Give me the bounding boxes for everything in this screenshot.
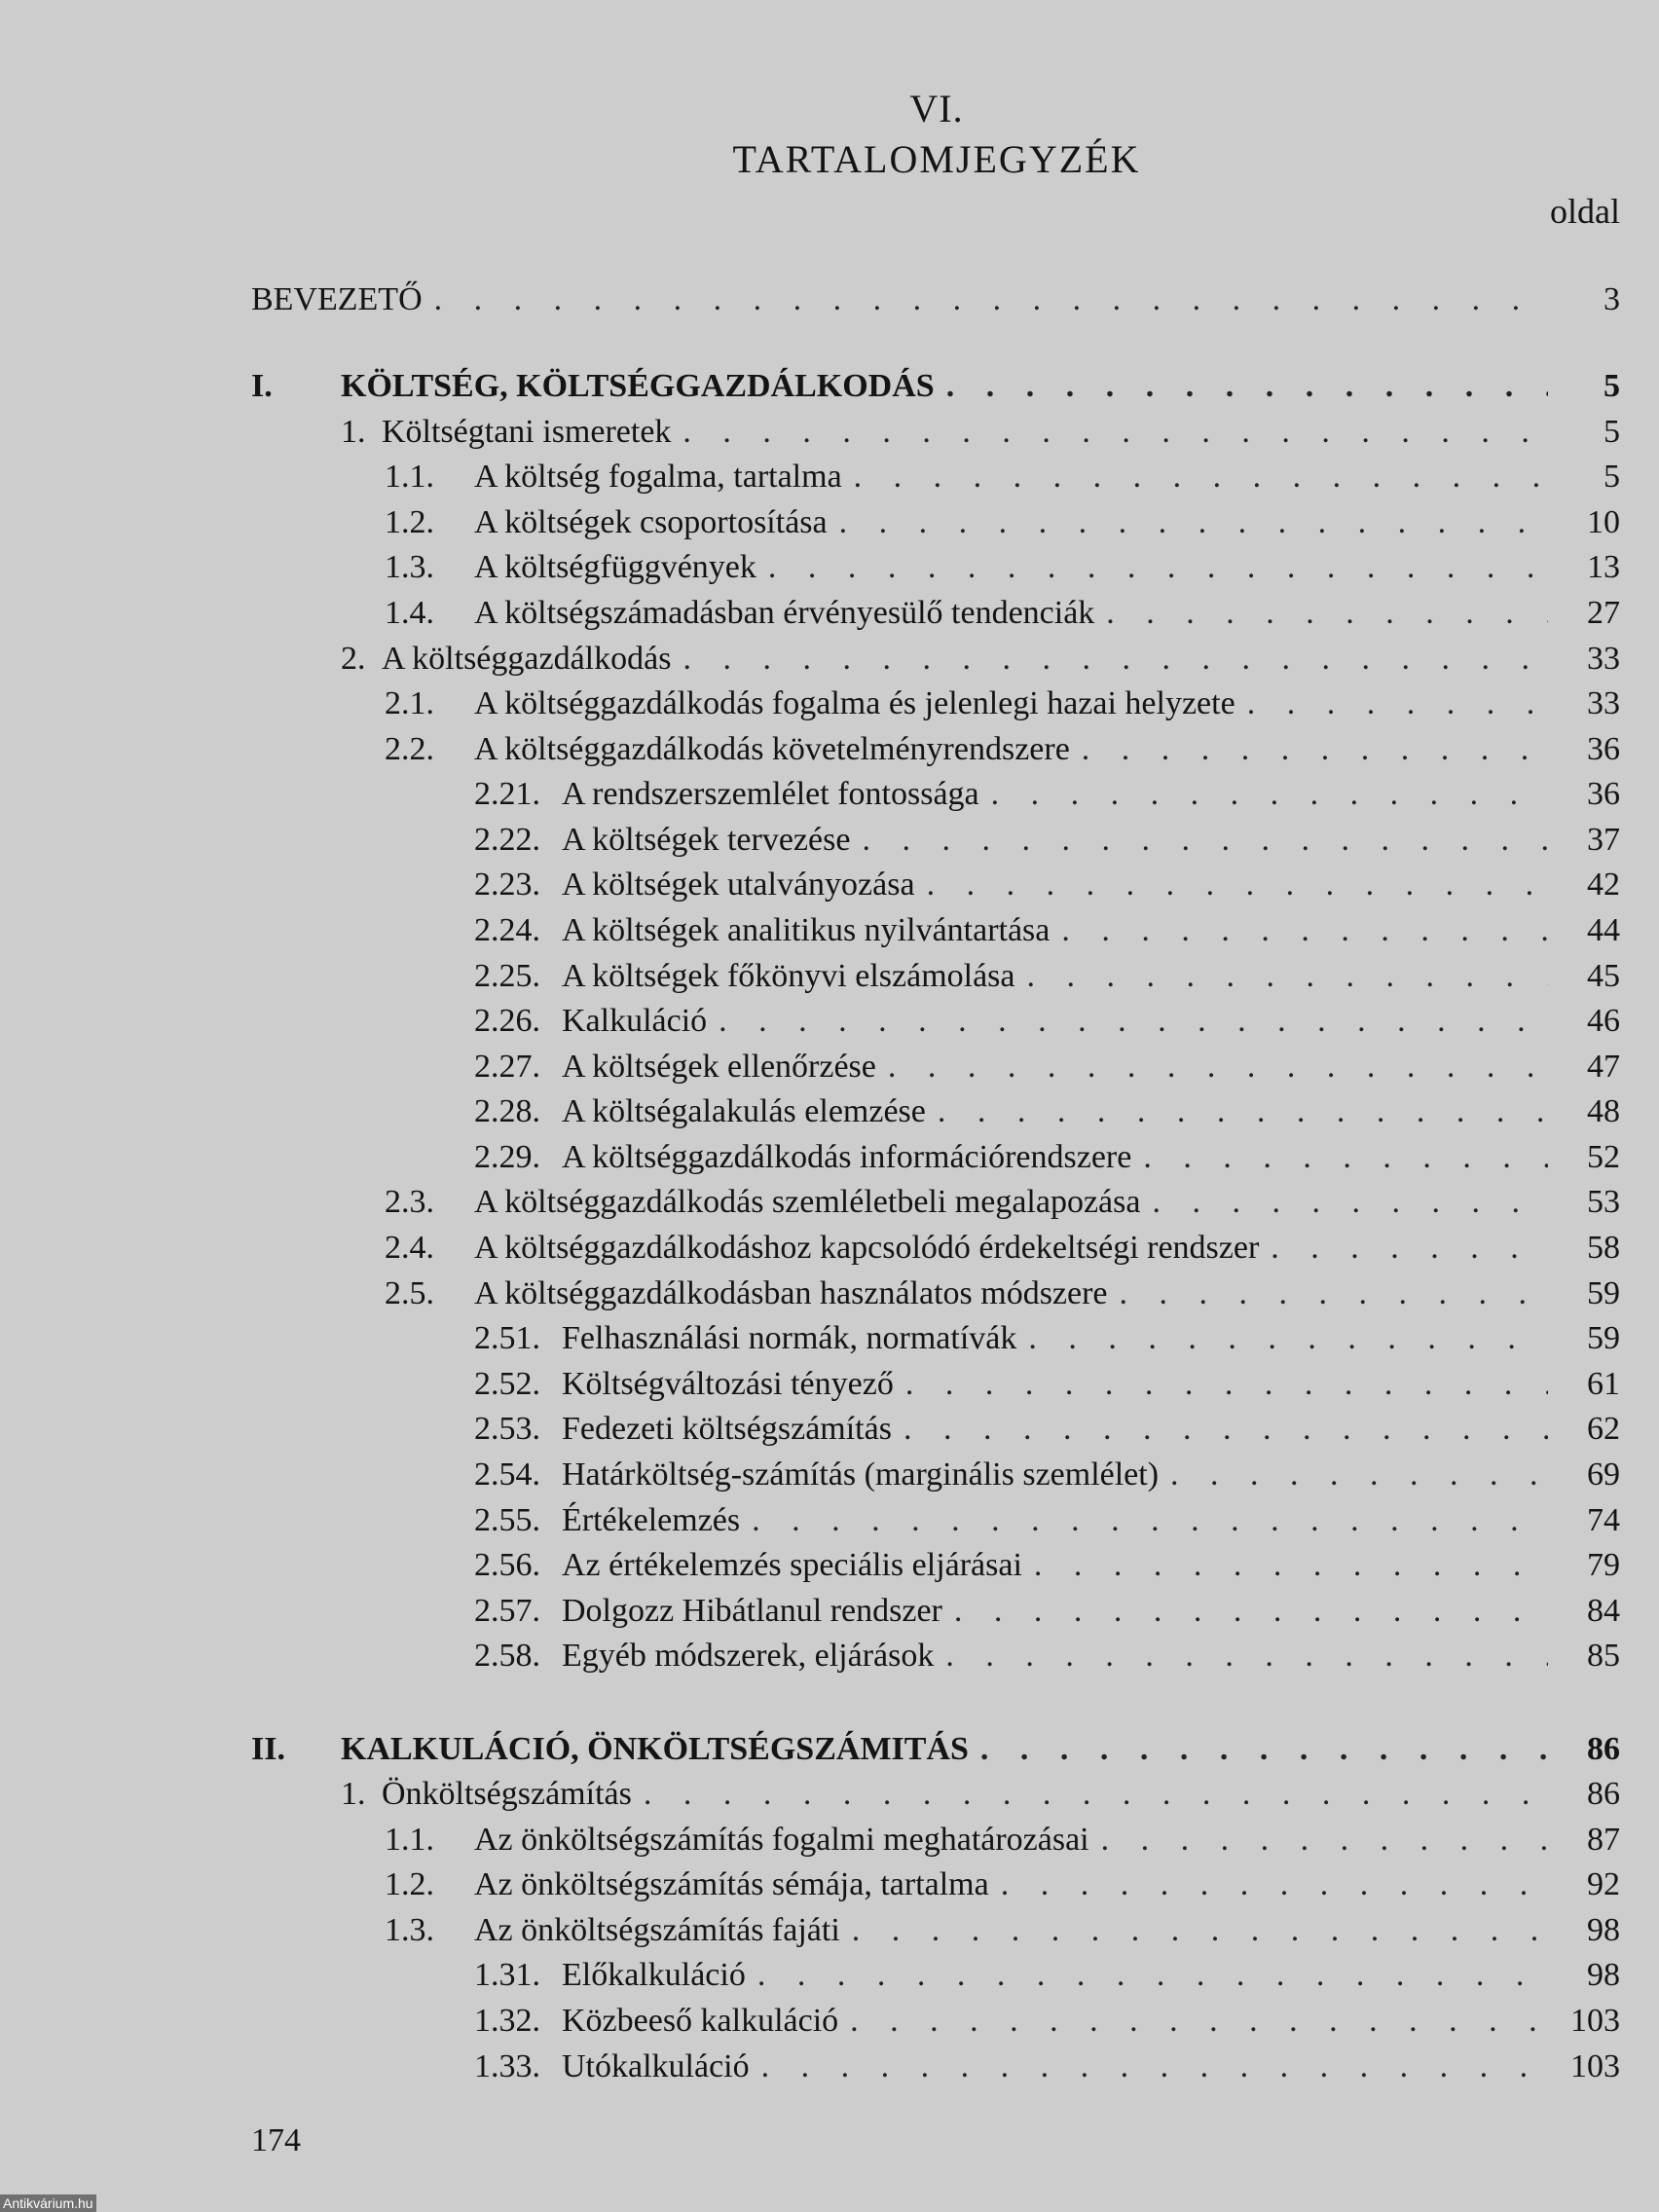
entry-number: 1.32. bbox=[474, 2003, 540, 2039]
entry-number: 2.3. bbox=[385, 1184, 434, 1220]
dot-leader bbox=[1152, 1180, 1548, 1225]
entry-number: I. bbox=[251, 368, 273, 404]
entry-number: 1.3. bbox=[385, 549, 434, 585]
entry-label: Önköltségszámítás bbox=[382, 1776, 632, 1812]
entry-page: 44 bbox=[1587, 912, 1620, 948]
entry-number: 1.2. bbox=[385, 1866, 434, 1902]
toc-entry-chapter bbox=[0, 1772, 1659, 1817]
entry-label: A költséggazdálkodás követelményrendszere bbox=[474, 731, 1070, 767]
toc-entry-subsection bbox=[0, 1498, 1659, 1543]
dot-leader bbox=[768, 545, 1548, 590]
entry-number: 2.51. bbox=[474, 1320, 540, 1356]
page-number: 174 bbox=[251, 2122, 301, 2158]
dot-leader bbox=[945, 1634, 1548, 1678]
dot-leader bbox=[938, 1089, 1548, 1134]
entry-label: A költségek csoportosítása bbox=[474, 504, 828, 540]
entry-page: 98 bbox=[1587, 1912, 1620, 1948]
entry-number: 1.33. bbox=[474, 2048, 540, 2084]
entry-page: 13 bbox=[1587, 549, 1620, 585]
toc-entry-subsection bbox=[0, 908, 1659, 953]
toc-entry-section bbox=[0, 682, 1659, 726]
entry-page: 5 bbox=[1604, 414, 1620, 450]
entry-page: 47 bbox=[1587, 1049, 1620, 1085]
entry-label: A költségfüggvények bbox=[474, 549, 756, 585]
entry-number: 1. bbox=[341, 1776, 366, 1812]
entry-label: A költségek ellenőrzése bbox=[562, 1049, 876, 1085]
toc-entry-section bbox=[0, 1226, 1659, 1271]
entry-number: 2.53. bbox=[474, 1411, 540, 1447]
entry-page: 103 bbox=[1570, 2048, 1620, 2084]
toc-entry-section bbox=[0, 1908, 1659, 1953]
dot-leader bbox=[852, 1908, 1548, 1953]
dot-leader bbox=[854, 455, 1548, 499]
entry-label: BEVEZETŐ bbox=[251, 281, 423, 317]
toc-entry-chapter bbox=[0, 637, 1659, 682]
entry-label: Felhasználási normák, normatívák bbox=[562, 1320, 1017, 1356]
dot-leader bbox=[1271, 1226, 1548, 1271]
toc-entry-part bbox=[0, 364, 1659, 409]
entry-number: 1. bbox=[341, 414, 366, 450]
entry-label: Költségváltozási tényező bbox=[562, 1366, 894, 1402]
entry-page: 5 bbox=[1604, 368, 1620, 404]
entry-page: 74 bbox=[1587, 1502, 1620, 1538]
dot-leader bbox=[839, 500, 1548, 545]
entry-page: 59 bbox=[1587, 1275, 1620, 1311]
entry-label: A költséggazdálkodás fogalma és jelenlegi hazai helyzete bbox=[474, 685, 1235, 721]
entry-page: 84 bbox=[1587, 1593, 1620, 1629]
entry-number: 2.26. bbox=[474, 1003, 540, 1039]
entry-number: 2.24. bbox=[474, 912, 540, 948]
dot-leader bbox=[434, 277, 1548, 322]
toc-entry-subsection bbox=[0, 1316, 1659, 1361]
entry-page: 98 bbox=[1587, 1957, 1620, 1993]
toc-entry-section bbox=[0, 1862, 1659, 1907]
entry-page: 33 bbox=[1587, 685, 1620, 721]
dot-leader bbox=[946, 364, 1548, 409]
toc-entry-section bbox=[0, 1818, 1659, 1862]
entry-page: 61 bbox=[1587, 1366, 1620, 1402]
dot-leader bbox=[752, 1498, 1548, 1543]
entry-label: Közbeeső kalkuláció bbox=[562, 2003, 839, 2039]
toc-entry-section bbox=[0, 1272, 1659, 1316]
dot-leader bbox=[888, 1045, 1548, 1089]
toc-entry-subsection bbox=[0, 772, 1659, 817]
entry-number: 1.4. bbox=[385, 595, 434, 631]
entry-page: 48 bbox=[1587, 1093, 1620, 1129]
dot-leader bbox=[1106, 591, 1548, 636]
entry-number: 1.2. bbox=[385, 504, 434, 540]
entry-label: Az értékelemzés speciális eljárásai bbox=[562, 1547, 1022, 1583]
entry-page: 86 bbox=[1587, 1731, 1620, 1767]
toc-entry-subsection bbox=[0, 818, 1659, 863]
entry-label: A költség fogalma, tartalma bbox=[474, 459, 842, 495]
entry-page: 5 bbox=[1604, 459, 1620, 495]
toc-entry-subsection bbox=[0, 1634, 1659, 1678]
entry-page: 69 bbox=[1587, 1456, 1620, 1493]
entry-label: A költségek főkönyvi elszámolása bbox=[562, 958, 1015, 994]
dot-leader bbox=[1120, 1272, 1548, 1316]
entry-page: 86 bbox=[1587, 1776, 1620, 1812]
dot-leader bbox=[682, 637, 1548, 682]
entry-page: 92 bbox=[1587, 1866, 1620, 1902]
entry-page: 3 bbox=[1604, 281, 1620, 317]
entry-label: Az önköltségszámítás fogalmi meghatározásai bbox=[474, 1822, 1089, 1858]
dot-leader bbox=[1061, 908, 1548, 953]
entry-number: 2.2. bbox=[385, 731, 434, 767]
entry-number: 2.54. bbox=[474, 1456, 540, 1493]
dot-leader bbox=[991, 772, 1548, 817]
toc-entry-subsection bbox=[0, 1045, 1659, 1089]
dot-leader bbox=[1143, 1135, 1548, 1180]
entry-label: A költséggazdálkodás bbox=[382, 641, 672, 677]
toc-entry-subsection bbox=[0, 1362, 1659, 1407]
entry-page: 36 bbox=[1587, 731, 1620, 767]
dot-leader bbox=[719, 999, 1548, 1044]
entry-page: 53 bbox=[1587, 1184, 1620, 1220]
entry-number: 1.3. bbox=[385, 1912, 434, 1948]
entry-number: 2.4. bbox=[385, 1230, 434, 1266]
entry-number: II. bbox=[251, 1731, 285, 1767]
entry-label: Költségtani ismeretek bbox=[382, 414, 672, 450]
entry-label: A költségek utalványozása bbox=[562, 866, 915, 903]
entry-label: Egyéb módszerek, eljárások bbox=[562, 1638, 935, 1674]
entry-number: 1.31. bbox=[474, 1957, 540, 1993]
entry-label: A költséggazdálkodásban használatos módszere bbox=[474, 1275, 1108, 1311]
entry-label: Határköltség-számítás (marginális szemlélet) bbox=[562, 1456, 1160, 1493]
watermark: Antikvárium.hu bbox=[0, 2194, 96, 2212]
entry-label: KALKULÁCIÓ, ÖNKÖLTSÉGSZÁMITÁS bbox=[341, 1731, 969, 1767]
toc-entry-subsection bbox=[0, 1589, 1659, 1634]
entry-number: 2.56. bbox=[474, 1547, 540, 1583]
toc-entry-section bbox=[0, 455, 1659, 499]
dot-leader bbox=[862, 818, 1548, 863]
entry-label: A költségek tervezése bbox=[562, 822, 851, 858]
entry-number: 2.22. bbox=[474, 822, 540, 858]
entry-page: 46 bbox=[1587, 1003, 1620, 1039]
entry-number: 2.29. bbox=[474, 1139, 540, 1175]
entry-page: 36 bbox=[1587, 776, 1620, 812]
toc-entry-subsection bbox=[0, 1953, 1659, 1998]
dot-leader bbox=[1001, 1862, 1548, 1907]
entry-label: A költséggazdálkodáshoz kapcsolódó érdekeltségi rendszer bbox=[474, 1230, 1260, 1266]
entry-number: 2.1. bbox=[385, 685, 434, 721]
dot-leader bbox=[1082, 727, 1548, 772]
toc-entry-subsection bbox=[0, 1453, 1659, 1497]
entry-label: Utókalkuláció bbox=[562, 2048, 750, 2084]
entry-label: A költséggazdálkodás szemléletbeli megalapozása bbox=[474, 1184, 1141, 1220]
dot-leader bbox=[1028, 1316, 1548, 1361]
entry-number: 2.57. bbox=[474, 1593, 540, 1629]
toc-entry-section bbox=[0, 545, 1659, 590]
entry-page: 87 bbox=[1587, 1822, 1620, 1858]
toc-entry-subsection bbox=[0, 1135, 1659, 1180]
entry-number: 2.58. bbox=[474, 1638, 540, 1674]
entry-number: 2.5. bbox=[385, 1275, 434, 1311]
toc-entry-section bbox=[0, 1180, 1659, 1225]
toc-entry-subsection bbox=[0, 1407, 1659, 1452]
toc-entry-subsection bbox=[0, 2045, 1659, 2089]
entry-page: 10 bbox=[1587, 504, 1620, 540]
entry-label: Kalkuláció bbox=[562, 1003, 708, 1039]
toc-entry-section bbox=[0, 727, 1659, 772]
entry-number: 2.21. bbox=[474, 776, 540, 812]
entry-page: 58 bbox=[1587, 1230, 1620, 1266]
entry-number: 2.23. bbox=[474, 866, 540, 903]
page-title: TARTALOMJEGYZÉK bbox=[732, 137, 1141, 181]
dot-leader bbox=[954, 1589, 1548, 1634]
entry-number: 1.1. bbox=[385, 459, 434, 495]
toc-entry-chapter bbox=[0, 410, 1659, 455]
dot-leader bbox=[927, 863, 1548, 907]
page-column-heading: oldal bbox=[1550, 192, 1620, 231]
dot-leader bbox=[757, 1953, 1548, 1998]
entry-page: 85 bbox=[1587, 1638, 1620, 1674]
entry-label: Előkalkuláció bbox=[562, 1957, 746, 1993]
toc-entry-section bbox=[0, 591, 1659, 636]
dot-leader bbox=[1034, 1543, 1548, 1588]
dot-leader bbox=[1101, 1818, 1548, 1862]
toc-entry-subsection bbox=[0, 1543, 1659, 1588]
entry-number: 2.28. bbox=[474, 1093, 540, 1129]
dot-leader bbox=[682, 410, 1548, 455]
dot-leader bbox=[903, 1407, 1548, 1452]
entry-page: 33 bbox=[1587, 641, 1620, 677]
dot-leader bbox=[761, 2045, 1548, 2089]
entry-page: 62 bbox=[1587, 1411, 1620, 1447]
dot-leader bbox=[905, 1362, 1548, 1407]
entry-number: 2.27. bbox=[474, 1049, 540, 1085]
toc-entry-subsection bbox=[0, 1999, 1659, 2044]
entry-label: Dolgozz Hibátlanul rendszer bbox=[562, 1593, 942, 1629]
entry-label: Az önköltségszámítás sémája, tartalma bbox=[474, 1866, 989, 1902]
entry-page: 52 bbox=[1587, 1139, 1620, 1175]
dot-leader bbox=[1170, 1453, 1548, 1497]
entry-number: 2.25. bbox=[474, 958, 540, 994]
toc-entry-subsection bbox=[0, 999, 1659, 1044]
entry-label: Fedezeti költségszámítás bbox=[562, 1411, 892, 1447]
entry-page: 27 bbox=[1587, 595, 1620, 631]
toc-entry-subsection bbox=[0, 1089, 1659, 1134]
entry-label: Értékelemzés bbox=[562, 1502, 741, 1538]
dot-leader bbox=[1027, 954, 1548, 999]
entry-page: 59 bbox=[1587, 1320, 1620, 1356]
entry-label: A költségszámadásban érvényesülő tendenciák bbox=[474, 595, 1095, 631]
entry-label: A rendszerszemlélet fontossága bbox=[562, 776, 979, 812]
entry-number: 2. bbox=[341, 641, 366, 677]
entry-label: Az önköltségszámítás fajáti bbox=[474, 1912, 840, 1948]
toc-entry-introduction bbox=[0, 277, 1659, 322]
entry-page: 45 bbox=[1587, 958, 1620, 994]
entry-page: 37 bbox=[1587, 822, 1620, 858]
entry-number: 1.1. bbox=[385, 1822, 434, 1858]
entry-label: A költségalakulás elemzése bbox=[562, 1093, 926, 1129]
chapter-number: VI. bbox=[909, 87, 964, 130]
toc-entry-section bbox=[0, 500, 1659, 545]
entry-label: A költségek analitikus nyilvántartása bbox=[562, 912, 1051, 948]
entry-page: 79 bbox=[1587, 1547, 1620, 1583]
entry-label: KÖLTSÉG, KÖLTSÉGGAZDÁLKODÁS bbox=[341, 368, 935, 404]
dot-leader bbox=[1247, 682, 1548, 726]
entry-page: 42 bbox=[1587, 866, 1620, 903]
entry-number: 2.52. bbox=[474, 1366, 540, 1402]
dot-leader bbox=[850, 1999, 1548, 2044]
dot-leader bbox=[980, 1727, 1548, 1772]
entry-label: A költséggazdálkodás információrendszere bbox=[562, 1139, 1132, 1175]
entry-page: 103 bbox=[1570, 2003, 1620, 2039]
toc-entry-subsection bbox=[0, 863, 1659, 907]
toc-entry-subsection bbox=[0, 954, 1659, 999]
toc-entry-part bbox=[0, 1727, 1659, 1772]
dot-leader bbox=[644, 1772, 1548, 1817]
entry-number: 2.55. bbox=[474, 1502, 540, 1538]
